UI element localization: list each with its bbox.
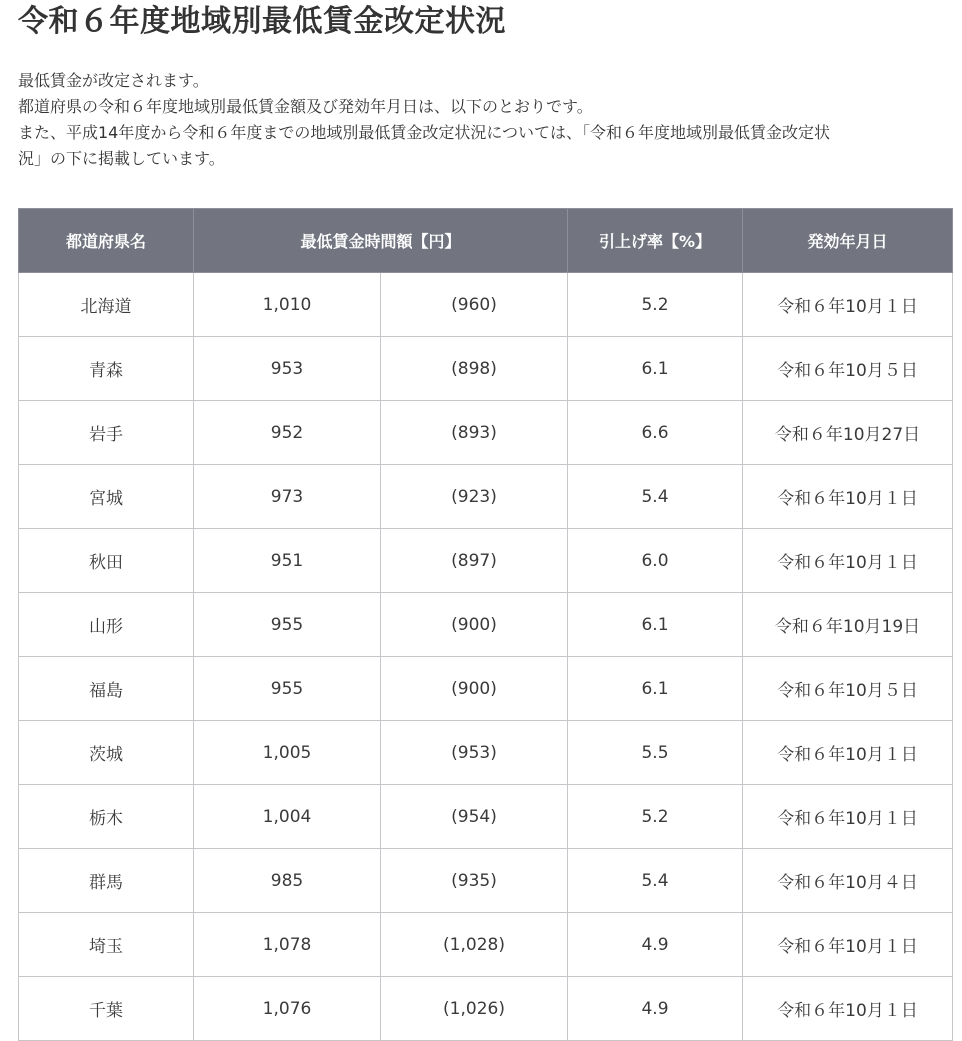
effective-date-cell: 令和６年10月１日 [743, 273, 953, 337]
hourly-wage-cell: 1,004 [194, 785, 381, 849]
increase-rate-cell: 5.4 [568, 849, 743, 913]
table-row [19, 785, 953, 849]
table-row [19, 337, 953, 401]
table-row [19, 849, 953, 913]
table-header-row [19, 209, 953, 273]
increase-rate-cell: 6.1 [568, 337, 743, 401]
intro-text [18, 68, 952, 172]
increase-rate-cell: 5.2 [568, 785, 743, 849]
increase-rate-cell: 4.9 [568, 913, 743, 977]
previous-wage-cell: (935) [381, 849, 568, 913]
effective-date-cell: 令和６年10月１日 [743, 977, 953, 1041]
previous-wage-cell: (897) [381, 529, 568, 593]
effective-date-cell: 令和６年10月５日 [743, 657, 953, 721]
increase-rate-cell: 5.5 [568, 721, 743, 785]
header-increase-rate: 引上げ率【%】 [568, 209, 743, 273]
hourly-wage-cell: 1,005 [194, 721, 381, 785]
effective-date-cell: 令和６年10月４日 [743, 849, 953, 913]
previous-wage-cell: (900) [381, 593, 568, 657]
prefecture-cell: 宮城 [19, 465, 194, 529]
table-row [19, 401, 953, 465]
effective-date-cell: 令和６年10月１日 [743, 785, 953, 849]
hourly-wage-cell: 973 [194, 465, 381, 529]
prefecture-cell: 群馬 [19, 849, 194, 913]
prefecture-cell: 茨城 [19, 721, 194, 785]
table-row [19, 721, 953, 785]
effective-date-cell: 令和６年10月19日 [743, 593, 953, 657]
increase-rate-cell: 6.1 [568, 593, 743, 657]
hourly-wage-cell: 1,010 [194, 273, 381, 337]
effective-date-cell: 令和６年10月１日 [743, 721, 953, 785]
prefecture-cell: 栃木 [19, 785, 194, 849]
increase-rate-cell: 5.4 [568, 465, 743, 529]
effective-date-cell: 令和６年10月27日 [743, 401, 953, 465]
previous-wage-cell: (1,026) [381, 977, 568, 1041]
previous-wage-cell: (1,028) [381, 913, 568, 977]
previous-wage-cell: (893) [381, 401, 568, 465]
table-row [19, 593, 953, 657]
prefecture-cell: 秋田 [19, 529, 194, 593]
effective-date-cell: 令和６年10月１日 [743, 913, 953, 977]
increase-rate-cell: 4.9 [568, 977, 743, 1041]
intro-line: 都道府県の令和６年度地域別最低賃金額及び発効年月日は、以下のとおりです。 [18, 97, 593, 116]
table-row [19, 465, 953, 529]
table-row [19, 657, 953, 721]
prefecture-cell: 千葉 [19, 977, 194, 1041]
table-body [19, 273, 953, 1041]
hourly-wage-cell: 952 [194, 401, 381, 465]
previous-wage-cell: (954) [381, 785, 568, 849]
increase-rate-cell: 6.0 [568, 529, 743, 593]
table-row [19, 977, 953, 1041]
prefecture-cell: 埼玉 [19, 913, 194, 977]
hourly-wage-cell: 955 [194, 657, 381, 721]
prefecture-cell: 山形 [19, 593, 194, 657]
header-hourly-wage: 最低賃金時間額【円】 [194, 209, 568, 273]
intro-line: 最低賃金が改定されます。 [18, 71, 209, 90]
table-row [19, 913, 953, 977]
hourly-wage-cell: 1,076 [194, 977, 381, 1041]
table-row [19, 529, 953, 593]
increase-rate-cell: 6.6 [568, 401, 743, 465]
effective-date-cell: 令和６年10月１日 [743, 465, 953, 529]
effective-date-cell: 令和６年10月５日 [743, 337, 953, 401]
previous-wage-cell: (953) [381, 721, 568, 785]
minimum-wage-table [18, 208, 953, 1041]
effective-date-cell: 令和６年10月１日 [743, 529, 953, 593]
header-effective-date: 発効年月日 [743, 209, 953, 273]
intro-line: また、平成14年度から令和６年度までの地域別最低賃金改定状況については、「令和６年度地域別最低賃金改定状 [18, 123, 831, 142]
page-content [18, 0, 952, 1041]
prefecture-cell: 青森 [19, 337, 194, 401]
hourly-wage-cell: 1,078 [194, 913, 381, 977]
prefecture-cell: 北海道 [19, 273, 194, 337]
previous-wage-cell: (900) [381, 657, 568, 721]
prefecture-cell: 岩手 [19, 401, 194, 465]
hourly-wage-cell: 951 [194, 529, 381, 593]
intro-line: 況」の下に掲載しています。 [18, 149, 225, 168]
increase-rate-cell: 6.1 [568, 657, 743, 721]
previous-wage-cell: (960) [381, 273, 568, 337]
table-row [19, 273, 953, 337]
page-title: 令和６年度地域別最低賃金改定状況 [18, 4, 506, 39]
previous-wage-cell: (923) [381, 465, 568, 529]
increase-rate-cell: 5.2 [568, 273, 743, 337]
previous-wage-cell: (898) [381, 337, 568, 401]
prefecture-cell: 福島 [19, 657, 194, 721]
hourly-wage-cell: 985 [194, 849, 381, 913]
header-prefecture: 都道府県名 [19, 209, 194, 273]
hourly-wage-cell: 955 [194, 593, 381, 657]
hourly-wage-cell: 953 [194, 337, 381, 401]
